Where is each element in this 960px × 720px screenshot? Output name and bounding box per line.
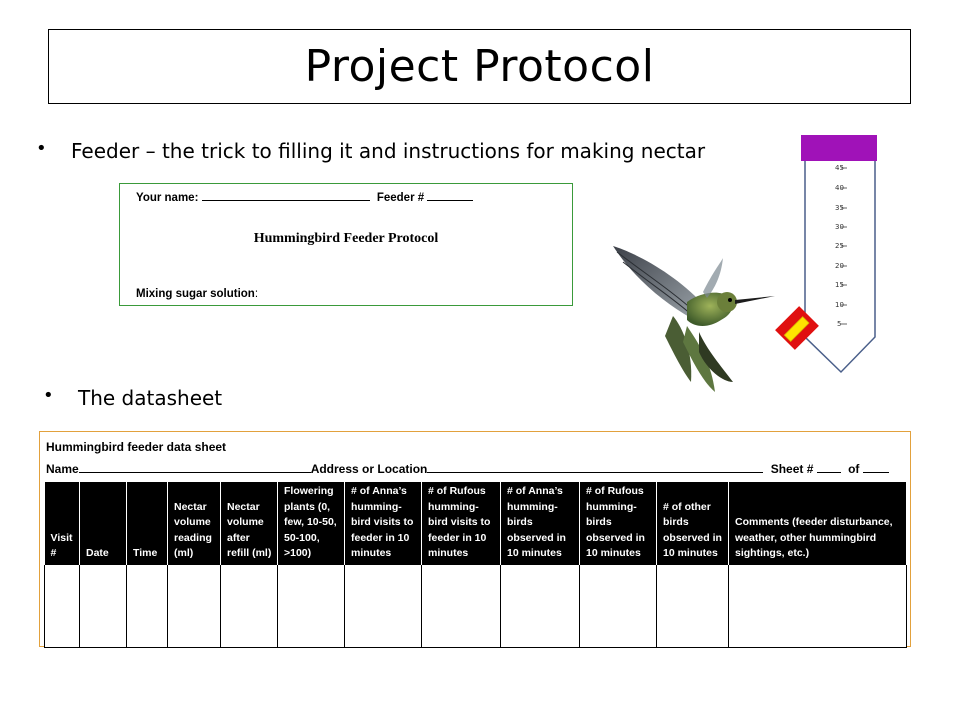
- col-header: Flowering plants (0, few, 10-50, 50-100, >100): [278, 482, 345, 565]
- tick-label: 30: [835, 223, 844, 231]
- table-cell: [45, 565, 80, 648]
- col-header: # of Rufous humming-birds observed in 10 minutes: [580, 482, 657, 565]
- table-cell: [345, 565, 422, 648]
- col-header: Date: [80, 482, 127, 565]
- table-cell: [422, 565, 501, 648]
- col-header: Visit #: [45, 482, 80, 565]
- slide-title: Project Protocol: [304, 41, 655, 92]
- col-header: # of Rufous humming-bird visits to feeder in 10 minutes: [422, 482, 501, 565]
- protocol-name-line: [136, 190, 473, 204]
- sheet-label: Sheet #: [770, 462, 814, 476]
- protocol-title: Hummingbird Feeder Protocol: [253, 231, 439, 246]
- tick-label: 35: [835, 204, 844, 212]
- your-name-blank: [202, 190, 370, 201]
- address-label: Address or Location: [310, 462, 428, 476]
- datasheet-empty-row: [45, 565, 907, 648]
- col-header: Time: [127, 482, 168, 565]
- bullet-feeder-text: Feeder – the trick to filling it and instructions for making nectar: [71, 139, 706, 163]
- of-label: of: [848, 462, 860, 476]
- of-blank: [863, 462, 889, 473]
- col-header: # of other birds observed in 10 minutes: [657, 482, 729, 565]
- table-cell: [580, 565, 657, 648]
- mixing-label: Mixing sugar solution: [136, 288, 255, 300]
- your-name-label: Your name:: [136, 192, 199, 204]
- tube-cap: [801, 135, 877, 161]
- table-cell: [127, 565, 168, 648]
- title-box: [48, 29, 911, 104]
- graduated-tube-icon: [775, 132, 885, 377]
- datasheet-image: [39, 431, 911, 647]
- tick-label: 45: [835, 164, 844, 172]
- name-label: Name: [46, 462, 79, 476]
- tick-label: 20: [835, 262, 844, 270]
- bullet-dot: •: [36, 138, 47, 159]
- tick-label: 25: [835, 242, 844, 250]
- tick-label: 15: [835, 281, 844, 289]
- table-cell: [278, 565, 345, 648]
- col-header: # of Anna’s humming-birds observed in 10 minutes: [501, 482, 580, 565]
- datasheet-table: [44, 482, 907, 648]
- col-header: Nectar volume reading (ml): [168, 482, 221, 565]
- sheet-blank: [817, 462, 841, 473]
- col-header: Comments (feeder disturbance, weather, other hummingbird sightings, etc.): [729, 482, 907, 565]
- datasheet-name-line: [46, 462, 889, 476]
- bullet-datasheet-text: The datasheet: [78, 386, 223, 410]
- bullet-dot: •: [43, 385, 54, 406]
- table-cell: [80, 565, 127, 648]
- tick-label: 40: [835, 184, 844, 192]
- tick-label: 5: [837, 320, 842, 328]
- table-cell: [168, 565, 221, 648]
- table-cell: [657, 565, 729, 648]
- hummingbird-photo: [603, 232, 778, 404]
- col-header: # of Anna’s humming-bird visits to feeder in 10 minutes: [345, 482, 422, 565]
- table-cell: [501, 565, 580, 648]
- feeder-blank: [427, 190, 473, 201]
- feeder-tube: [775, 132, 885, 377]
- datasheet-header-row: [45, 482, 907, 565]
- datasheet-title: Hummingbird feeder data sheet: [46, 440, 227, 454]
- table-cell: [221, 565, 278, 648]
- feeder-label: Feeder #: [376, 192, 425, 204]
- address-blank: [427, 462, 763, 473]
- hummingbird-icon: [603, 232, 778, 404]
- table-cell: [729, 565, 907, 648]
- mixing-line: [136, 288, 258, 300]
- col-header: Nectar volume after refill (ml): [221, 482, 278, 565]
- protocol-form-image: [119, 183, 573, 306]
- name-blank: [79, 462, 311, 473]
- tick-label: 10: [835, 301, 844, 309]
- mixing-colon: :: [254, 288, 259, 300]
